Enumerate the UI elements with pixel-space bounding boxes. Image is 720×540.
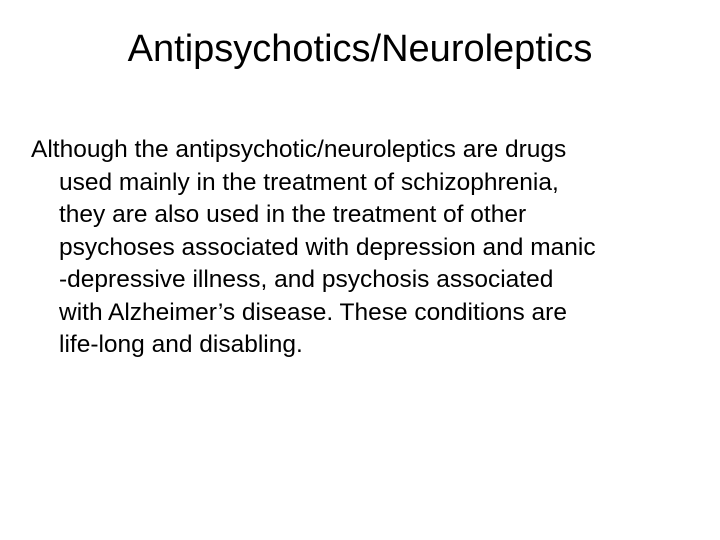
body-line: Although the antipsychotic/neuroleptics are drugs xyxy=(31,136,567,163)
body-line: life-long and disabling. xyxy=(59,331,303,358)
body-line: -depressive illness, and psychosis associated xyxy=(59,266,554,293)
slide-title: Antipsychotics/Neuroleptics xyxy=(127,28,593,70)
body-line: used mainly in the treatment of schizophrenia, xyxy=(59,168,559,196)
body-line: psychoses associated with depression and manic xyxy=(59,233,596,261)
body-line: with Alzheimer’s disease. These conditions are xyxy=(59,298,567,326)
slide-body-paragraph xyxy=(31,134,701,362)
body-line: they are also used in the treatment of other xyxy=(59,201,527,228)
